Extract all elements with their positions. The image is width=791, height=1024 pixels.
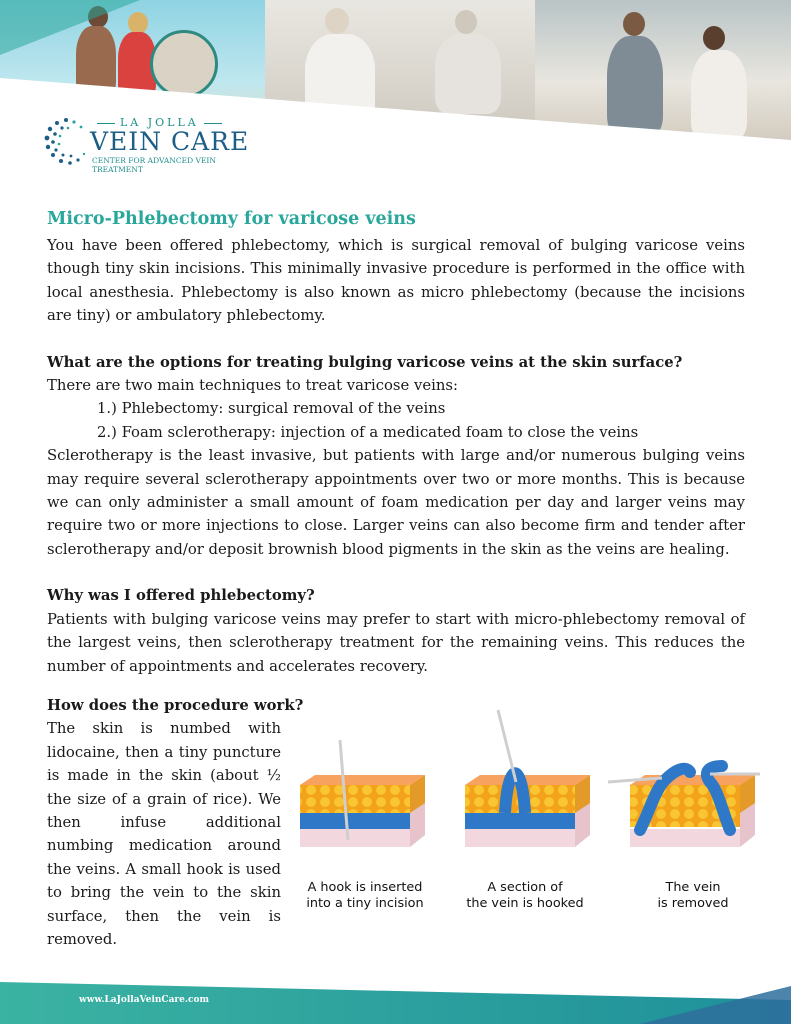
caption-1-line-1: A hook is inserted [307,880,423,895]
logo-top-text: LA JOLLA [92,116,227,129]
caption-1 [290,880,440,912]
procedure-diagram [290,700,770,920]
options-heading: What are the options for treating bulging varicose veins at the skin surface? [47,353,683,371]
tissue-block-2 [465,710,590,847]
caption-3 [618,880,768,912]
options-list [47,397,745,444]
caption-2-line-1: A section of [487,880,563,895]
why-heading: Why was I offered phlebectomy? [47,587,315,605]
intro-paragraph: You have been offered phlebectomy, which is surgical removal of bulging varicose veins though tiny skin incisions. This minimally invasive procedure is performed in the office with local anesthesia. Phlebectomy is also known as micro phlebectomy (because the incisions are tiny) or ambulatory phlebectomy. [47,237,745,325]
main-content [47,208,745,678]
logo-sub-text: CENTER FOR ADVANCED VEIN TREATMENT [92,156,216,174]
procedure-heading: How does the procedure work? [47,697,304,714]
page-title: Micro-Phlebectomy for varicose veins [47,209,416,229]
tissue-block-1 [300,740,425,847]
procedure-section [47,694,304,951]
options-body: Sclerotherapy is the least invasive, but patients with large and/or numerous bulging veins may require several sclerotherapy appointments over two or more months. This is because we can only administer a small amount of foam medication per day and larger veins may require two or more injections to close. Larger veins can also become firm and tender after sclerotherapy and/or deposit brownish blood pigments in the skin as the veins are healing. [47,447,745,558]
caption-2-line-2: the vein is hooked [466,896,584,911]
caption-3-line-1: The vein [665,880,721,895]
options-lead: There are two main techniques to treat varicose veins: [47,377,458,395]
caption-3-line-2: is removed [657,896,729,911]
tissue-block-3 [608,766,760,847]
logo-main-text: VEIN CARE [90,127,250,156]
list-item: 1.) Phlebectomy: surgical removal of the veins [97,400,446,418]
procedure-illustration [290,700,770,875]
caption-1-line-2: into a tiny incision [306,896,424,911]
why-body: Patients with bulging varicose veins may prefer to start with micro-phlebectomy removal of the largest veins, then sclerotherapy treatment for the remaining veins. This reduces the number of appointments and accelerates recovery. [47,610,745,675]
caption-2 [450,880,600,912]
footer-url-link[interactable]: www.LaJollaVeinCare.com [79,995,210,1005]
logo-mark-icon [44,116,88,168]
list-item: 2.) Foam sclerotherapy: injection of a medicated foam to close the veins [97,423,639,441]
procedure-body: The skin is numbed with lidocaine, then a tiny puncture is made in the skin (about ½ the size of a grain of rice). We then infuse additional numbing medication around the veins. A small hook is used to bring the vein to the skin surface, then the vein is removed. [47,720,281,949]
logo [44,116,254,172]
footer-band [0,960,791,1024]
